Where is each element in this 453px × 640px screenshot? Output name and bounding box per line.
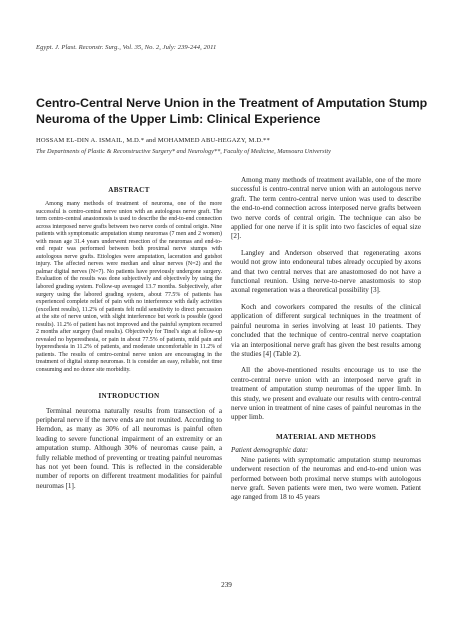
abstract-text: Among many methods of treatment of neuroma, one of the more successful is centro-central nerve union with an autologous nerve graft. The term centro-central anastomosis is used to describe the end-to-end connection across interposed nerve grafts between two nerve cords of central origin. Nine patients with symptomatic amputation stump neuromas (7 men and 2 women) with mean age 31.4 years underwent resection of the neuromas and end-to-end repair was performed between both proximal nerve stumps with autologous nerve grafts. Etiologies were amputation, laceration and gutshot injury. The affected nerves were median and ulnar nerves (N=2) and the palmar digital nerves (N=7). No patients have previously undergone surgery. Evaluation of the results was done subjectively and objectively by using the labored grading system. Follow-up averaged 13.7 months. Subjectively, after surgery using the labored grading system, about 77.5% of patients has experienced complete relief of pain with no interference with daily activities (excellent results), 11.2% of patients felt mild sensitivity to direct percussion at the site of nerve union, with slight interference but work is possible (good results). 11.2% of patient has not improved and the painful symptom recurred 2 months after surgery (bad results). Objectively for Tinel's sign at follow-up revealed no hyperesthesia, or pain in about 77.5% of patients, mild pain and hyperesthesia in 11.2% of patients, and moderate uncomfortable in 11.2% of patients. The results of centro-central nerve union are encouraging in the treatment of digital stump neuromas. It is consider an easy, reliable, not time consuming and no donor site morbidity. (36, 201, 222, 374)
body-paragraph: Koch and coworkers compared the results of the clinical application of different surgical techniques in the treatment of painful neuroma in series involving at least 10 patients. They concluded that the technique of centro-central nerve coaptation via an interpositional nerve graft has given the best results among the studies [4] (Table 2). (231, 302, 421, 358)
article-title: Centro-Central Nerve Union in the Treatment of Amputation Stump Neuroma of the Upper Limb: Clinical Experience (36, 96, 428, 126)
author-line: HOSSAM EL-DIN A. ISMAIL, M.D.* and MOHAMMED ABU-HEGAZY, M.D.** (36, 137, 270, 144)
demographics-subheading: Patient demographic data: (231, 445, 308, 454)
body-paragraph: All the above-mentioned results encourage us to use the centro-central nerve union with an interposed nerve graft in treatment of amputation stump neuromas of the upper limb. In this study, we present and evaluate our results with centro-central nerve union in treatment of nine cases of painful neuromas in the upper limb. (231, 366, 421, 422)
introduction-heading: INTRODUCTION (98, 391, 160, 400)
abstract-heading: ABSTRACT (108, 186, 150, 194)
page-number: 239 (221, 581, 232, 589)
body-paragraph: Langley and Anderson observed that regenerating axons would not grow into endoneural tubes already occupied by axons and that two central nerves that are anastomosed do not have a functional reunion. Using nerve-to-nerve anastomosis to stop axonal regeneration was a theoretical possibility [3]. (231, 248, 421, 295)
journal-citation: Egypt. J. Plast. Reconstr. Surg., Vol. 35, No. 2, July: 239-244, 2011 (36, 44, 217, 51)
left-column (36, 186, 222, 498)
body-paragraph: Among many methods of treatment available, one of the more successful is centro-central nerve union with an autologous nerve graft. The term centro-central nerve union was used to describe the end-to-end connection across interposed nerve grafts between two nerve cords of central origin. The technique can also be applied for one nerve if it is split into two fascicles of equal size [2]. (231, 176, 421, 241)
introduction-paragraph: Terminal neuroma naturally results from transection of a peripheral nerve if the nerve ends are not reunited. According to Herndon, as many as 30% of all neuromas is painful often leading to severe functional impairment of an extremity or an amputation stump. Although 30% of neuromas cause pain, a fully reliable method of preventing or treating painful neuromas has not yet been found. This is reflected in the considerable number of reports on different treatment modalities for painful neuromas [1]. (36, 406, 222, 490)
right-column (231, 176, 421, 510)
methods-paragraph: Nine patients with symptomatic amputation stump neuromas underwent resection of the neuromas and end-to-end union was performed between both proximal nerve stumps with autologous nerve graft. Seven patients were men, two were women. Patient age ranged from 18 to 45 years (231, 455, 421, 502)
affiliation-line: The Departments of Plastic & Reconstructive Surgery* and Neurology**, Faculty of Medicine, Mansoura University (36, 148, 331, 155)
methods-heading: MATERIAL AND METHODS (275, 432, 377, 441)
